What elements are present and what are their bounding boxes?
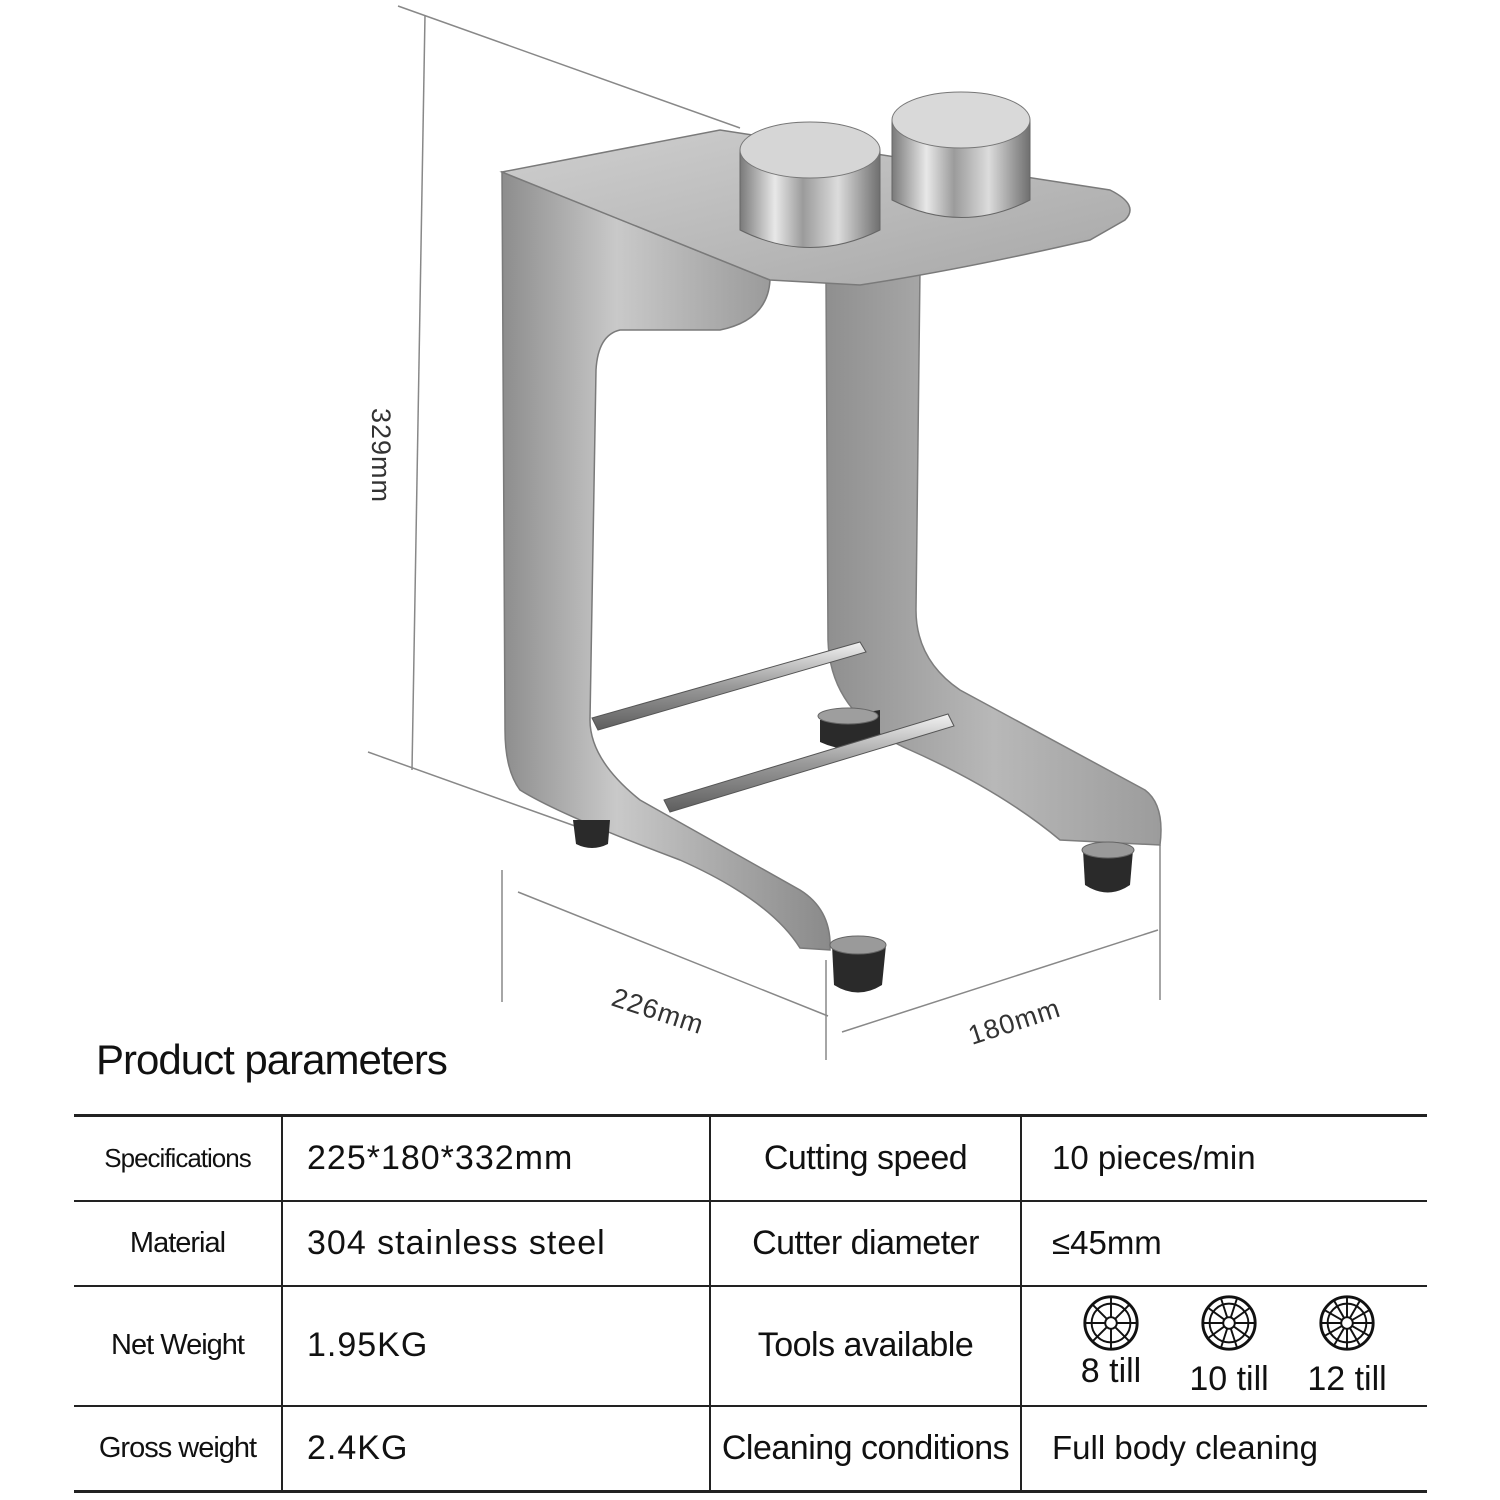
tool-label: 10 till <box>1189 1360 1269 1398</box>
table-row <box>74 1286 1427 1406</box>
left-back-foot <box>573 820 610 848</box>
cutter-cylinder-left <box>740 122 880 248</box>
section-title: Product parameters <box>96 1036 447 1083</box>
parameters-table <box>74 1114 1427 1493</box>
wheel-8-icon <box>1080 1292 1142 1354</box>
param-label: Cutter diameter <box>710 1201 1021 1286</box>
wheel-12-icon <box>1316 1292 1378 1354</box>
param-label: Material <box>74 1201 282 1286</box>
param-label: Net Weight <box>74 1286 282 1406</box>
tool-label: 8 till <box>1080 1352 1142 1390</box>
cutter-cylinder-right <box>892 92 1030 218</box>
table-row <box>74 1116 1427 1201</box>
param-value: 304 stainless steel <box>282 1201 710 1286</box>
tool-item <box>1288 1292 1406 1399</box>
param-value: 225*180*332mm <box>282 1116 710 1201</box>
param-label: Gross weight <box>74 1406 282 1492</box>
wheel-10-icon <box>1198 1292 1260 1354</box>
height-dimension-label: 329mm <box>366 408 396 504</box>
left-leg <box>502 172 830 950</box>
tool-item <box>1170 1292 1288 1399</box>
param-value: 1.95KG <box>282 1286 710 1406</box>
tools-list <box>1052 1292 1427 1399</box>
param-label: Cleaning conditions <box>710 1406 1021 1492</box>
param-label: Specifications <box>74 1116 282 1201</box>
param-label: Tools available <box>710 1286 1021 1406</box>
tool-label: 12 till <box>1307 1360 1387 1398</box>
width-dimension-label: 180mm <box>964 992 1065 1051</box>
param-label: Cutting speed <box>710 1116 1021 1201</box>
table-row <box>74 1406 1427 1492</box>
tools-cell <box>1021 1286 1427 1406</box>
param-value: ≤45mm <box>1021 1201 1427 1286</box>
table-row <box>74 1201 1427 1286</box>
param-value: 10 pieces/min <box>1021 1116 1427 1201</box>
param-value: 2.4KG <box>282 1406 710 1492</box>
depth-dimension-label: 226mm <box>608 982 708 1041</box>
tool-item <box>1052 1292 1170 1391</box>
param-value: Full body cleaning <box>1021 1406 1427 1492</box>
right-leg <box>826 270 1161 845</box>
